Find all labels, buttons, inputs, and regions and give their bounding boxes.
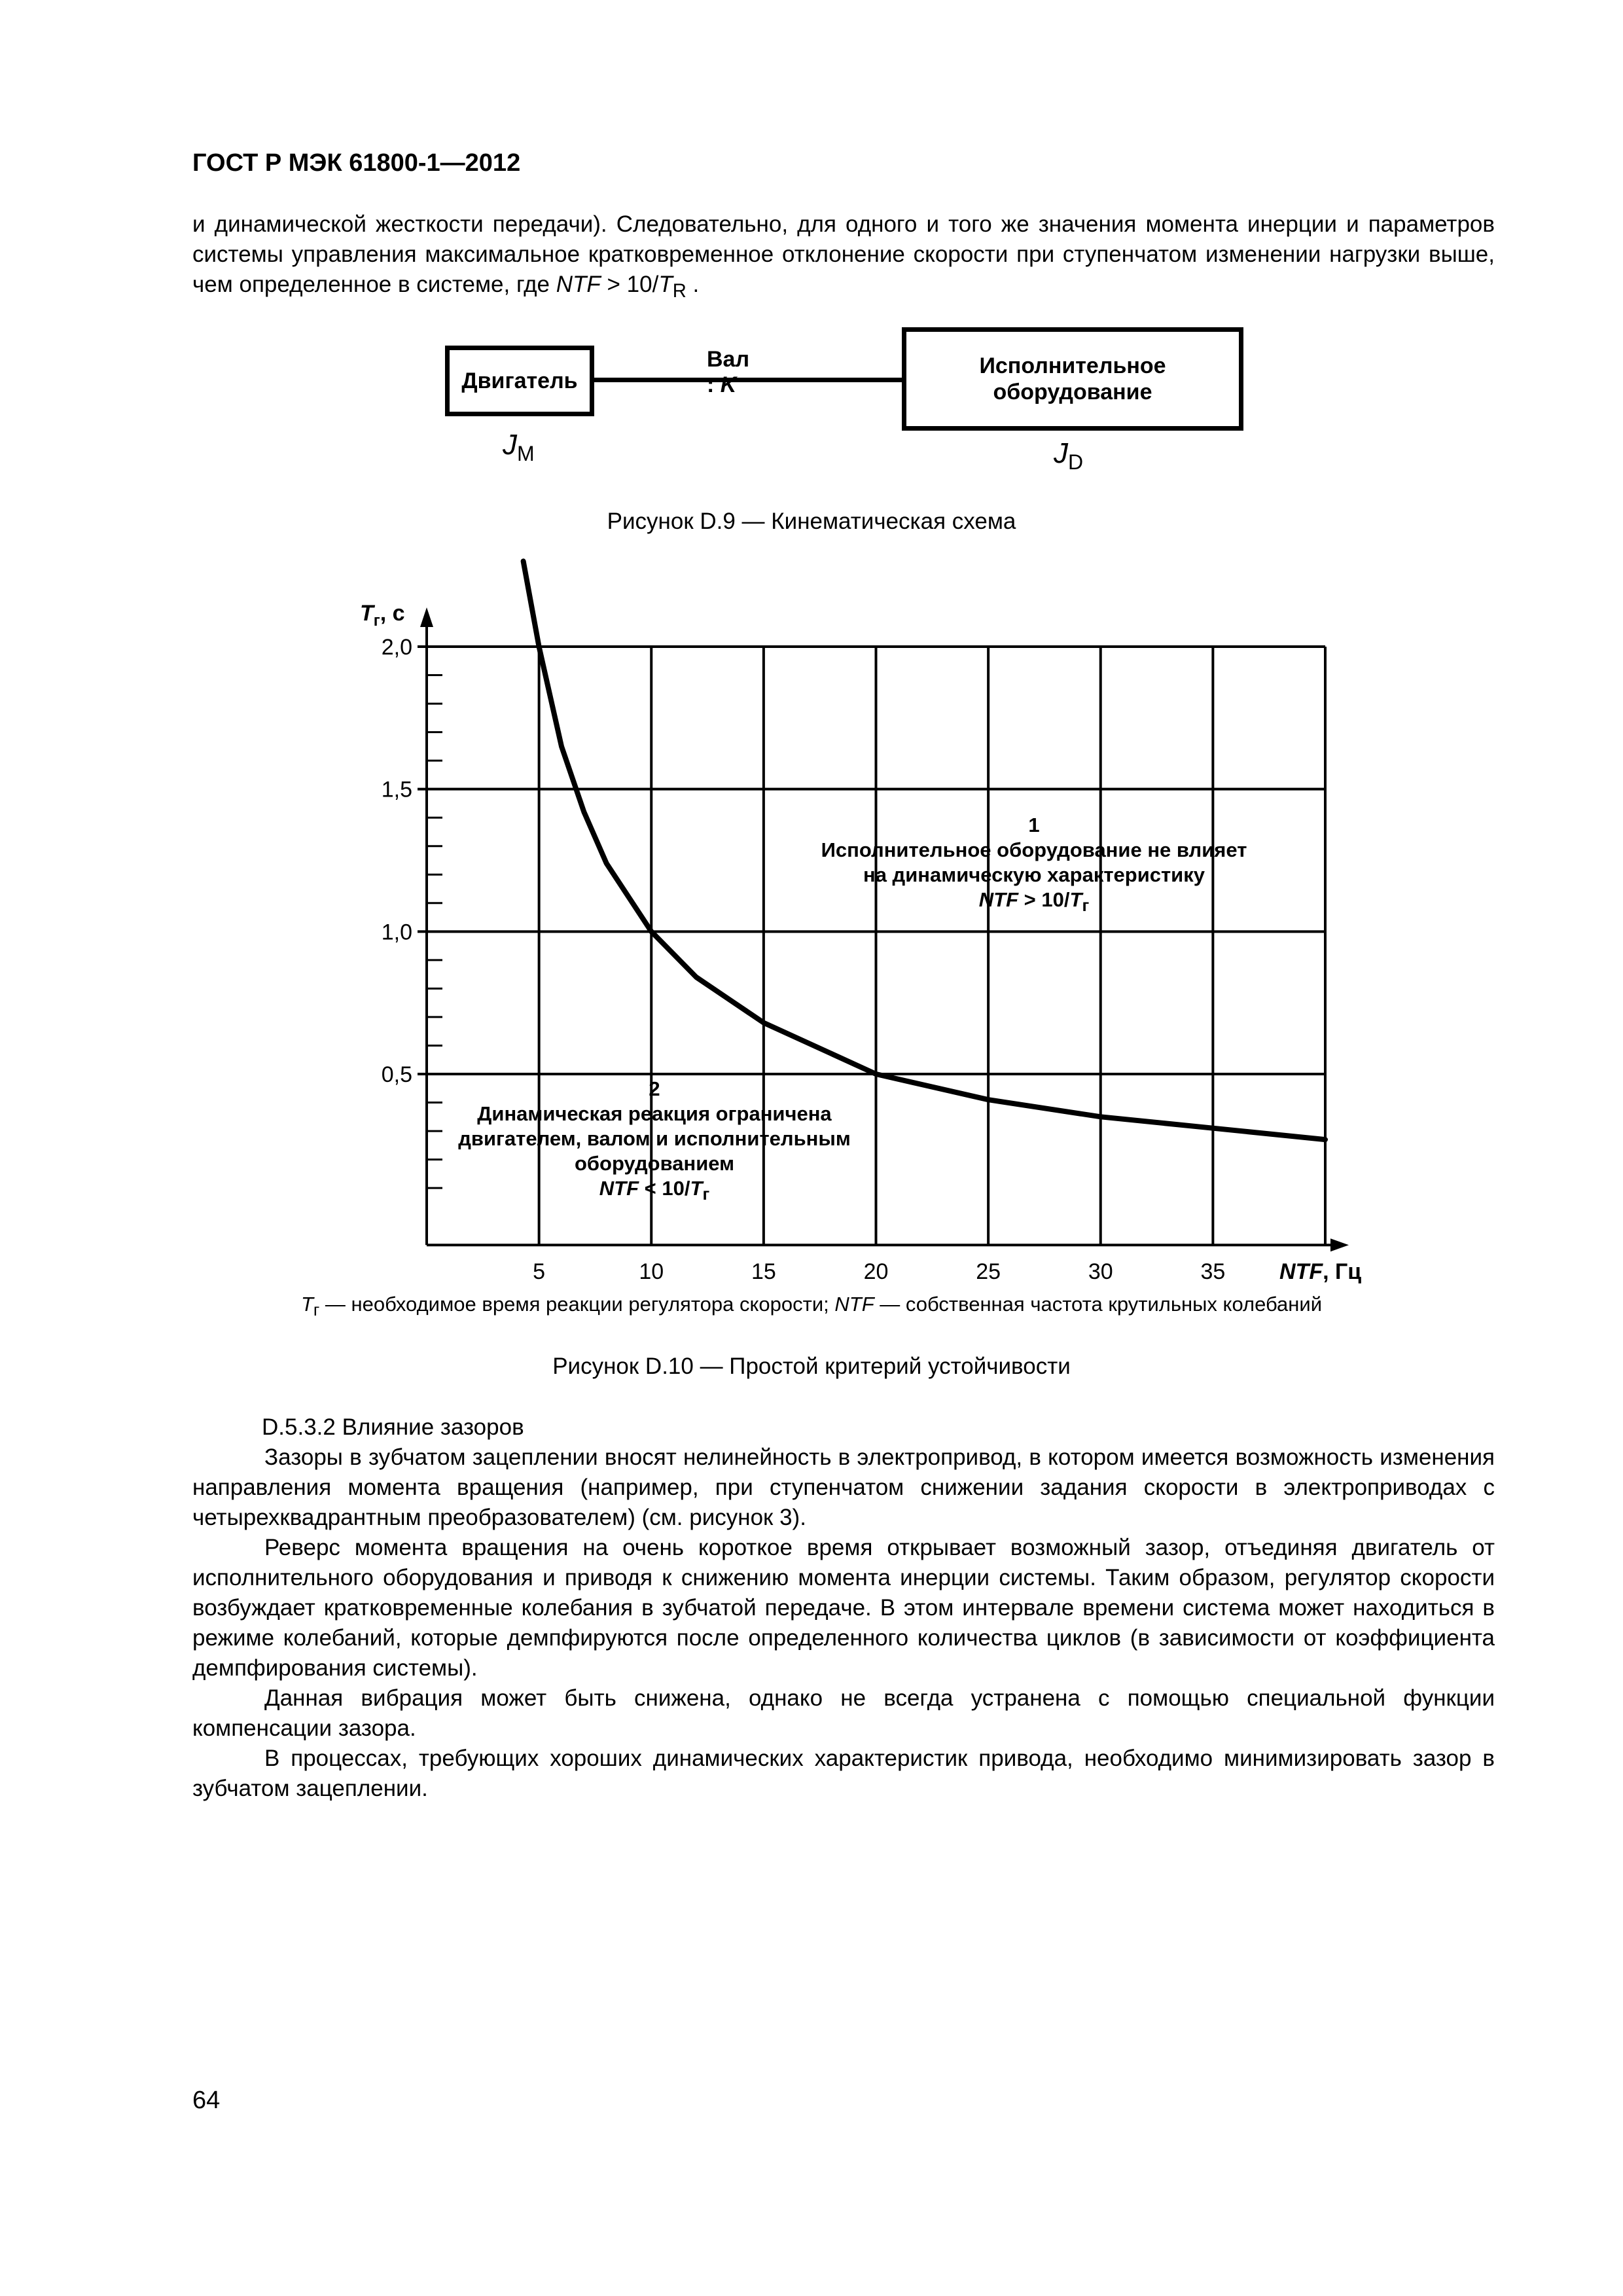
y-axis-label-unit: , с [380,601,405,626]
region-1-sub: г [1082,897,1090,916]
x-axis-arrow [1330,1238,1349,1251]
y-axis-arrow [420,607,433,627]
section-paragraph-1: Зазоры в зубчатом зацеплении вносят нелинейность в электропривод, в котором имеется возможность изменения направления момента вращения (например, при ступенчатом снижении задания скорости в электроприводах с четырехквадрантным преобразователем) (см. рисунок 3). [192,1444,1495,1530]
region-2-ntf: NTF [599,1177,639,1200]
region-1-t: T [1069,888,1082,911]
intro-end: . [686,272,700,297]
section-paragraph-3: Данная вибрация может быть снижена, однако не всегда устранена с помощью специальной функции компенсации зазора. [192,1685,1495,1741]
region-1-label [772,813,1296,918]
x-tick-label: 20 [863,1259,889,1285]
x-tick-label: 25 [976,1259,1001,1285]
intro-tr: T [658,272,673,297]
jd-j: J [1054,437,1068,469]
y-tick-label: 2,0 [381,635,412,660]
x-tick-label: 35 [1200,1259,1226,1285]
region-1-line1: Исполнительное оборудование не влияет [821,838,1247,861]
region-1-condition [772,888,1296,918]
legend-ntf: NTF [834,1293,874,1316]
x-axis-label-ntf: NTF [1279,1259,1323,1285]
figure-d10-caption: Рисунок D.10 — Простой критерий устойчивости [552,1354,1071,1379]
load-line2: оборудование [993,380,1152,404]
x-tick-label: 10 [639,1259,664,1285]
region-2-mid: < 10/ [639,1177,690,1200]
section-body [192,1412,1495,1804]
shaft-k: K [720,372,737,397]
region-2-condition [406,1176,903,1207]
y-axis-label [360,601,405,630]
intro-text: и динамической жесткости передачи). Следовательно, для одного и того же значения момента инерции и параметров системы управления максимальное кратковременное отклонение скорости при ступенчатом изменении нагрузки выше, чем определенное в системе, где [192,211,1495,297]
x-tick-label: 15 [751,1259,776,1285]
intro-tr-sub: R [672,281,687,302]
region-2-number: 2 [649,1077,660,1100]
region-2-t: T [690,1177,703,1200]
jm-sub: M [517,441,535,465]
region-2-line3: оборудованием [574,1152,735,1175]
y-axis-label-sub: г [373,612,380,630]
legend-end: — собственная частота крутильных колебаний [874,1293,1323,1316]
region-1-ntf: NTF [978,888,1019,911]
region-2-line2: двигателем, валом и исполнительным [458,1127,851,1150]
jm-j: J [503,429,517,461]
region-2-line1: Динамическая реакция ограничена [477,1102,832,1125]
legend-t-sub: г [313,1301,320,1320]
y-tick-label: 0,5 [381,1062,412,1087]
shaft-text: Вал : [707,347,750,397]
x-tick-label: 5 [533,1259,546,1285]
intro-gt: > 10/ [600,272,659,297]
section-title: D.5.3.2 Влияние зазоров [262,1414,524,1440]
y-tick-label: 1,0 [381,920,412,945]
document-header: ГОСТ Р МЭК 61800-1—2012 [192,149,521,177]
region-2-sub: г [702,1185,710,1204]
y-tick-label: 1,5 [381,777,412,802]
figure-d10-legend [0,1293,1623,1320]
legend-mid: — необходимое время реакции регулятора скорости; [319,1293,835,1316]
jd-sub: D [1068,450,1084,474]
intro-ntf: NTF [556,272,601,297]
region-1-number: 1 [1028,814,1040,836]
figure-d9-caption: Рисунок D.9 — Кинематическая схема [607,509,1016,534]
section-paragraph-2: Реверс момента вращения на очень короткое время открывает возможный зазор, отъединяя двигатель от исполнительного оборудования и приводя к снижению момента инерции системы. Таким образом, регулятор скорости возбуждает кратковременные колебания в зубчатой передаче. В этом интервале времени система может находиться в режиме колебаний, которые демпфируются после определенного количества циклов (в зависимости от коэффициента демпфирования системы). [192,1535,1495,1681]
region-1-line2: на динамическую характеристику [863,863,1205,886]
load-line1: Исполнительное [979,353,1166,378]
x-tick-label: 30 [1088,1259,1113,1285]
region-2-label [406,1077,903,1207]
page-number: 64 [192,2087,221,2114]
legend-t: T [300,1293,313,1316]
x-axis-label-unit: , Гц [1323,1259,1362,1285]
y-axis-label-t: T [360,601,374,626]
section-paragraph-4: В процессах, требующих хороших динамических характеристик привода, необходимо минимизировать зазор в зубчатом зацеплении. [192,1746,1495,1801]
region-1-mid: > 10/ [1018,888,1070,911]
x-axis-label [1279,1259,1361,1284]
motor-label: Двигатель [461,368,578,393]
